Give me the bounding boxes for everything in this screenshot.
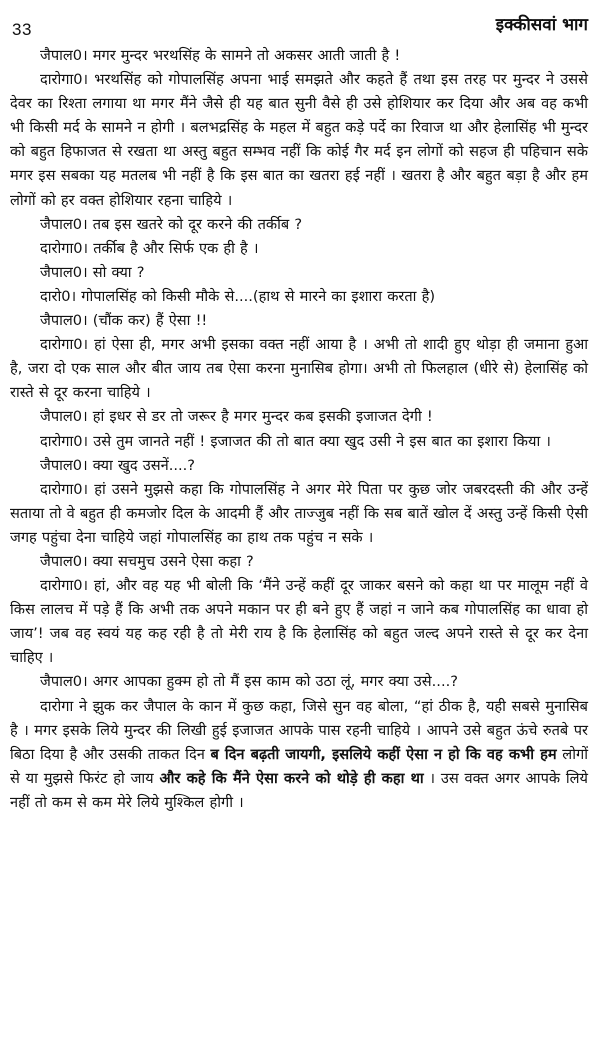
paragraph: जैपाल0। अगर आपका हुक्म हो तो मैं इस काम को उठा लूं, मगर क्या उसे....? (40, 673, 458, 691)
paragraph: जैपाल0। हां इधर से डर तो जरूर है मगर मुन्दर कब इसकी इजाजत देगी ! (40, 408, 433, 426)
page-number: 33 (12, 20, 32, 39)
last-paragraph-text: लोगों से या मुझसे फिरंट हो जाय (10, 745, 588, 787)
last-paragraph-bold-text: और कहे कि मैंने ऐसा करने को थोड़े ही कहा था (159, 769, 424, 787)
paragraph: जैपाल0। (चौंक कर) हैं ऐसा !! (40, 312, 208, 330)
paragraph: दारोगा0। हां, और वह यह भी बोली कि ‘मैंने उन्हें कहीं दूर जाकर बसने को कहा था पर मालूम नहीं वे किस लालच में पड़े हैं कि अभी तक अपने मकान पर ही बने हुए हैं जहां न जाने कब गोपालसिंह का धावा हो जाय’! जब वह स्वयं यह कह रही है तो मेरी राय है कि हेलासिंह को बहुत जल्द अपने रास्ते से दूर कर देना चाहिए । (10, 577, 588, 667)
paragraph: जैपाल0। तब इस खतरे को दूर करने की तर्कीब ? (40, 215, 303, 233)
page-header (10, 6, 590, 40)
paragraph: दारो0। गोपालसिंह को किसी मौके से....(हाथ से मारने का इशारा करता है) (40, 287, 436, 305)
last-paragraph-bold-text: ब दिन बढ़ती जायगी, इसलिये कहीं ऐसा न हो कि वह कभी हम (210, 745, 557, 763)
body-text (10, 44, 588, 815)
last-paragraph-text: दारोगा ने झुक कर जैपाल के कान में कुछ कहा, जिसे सुन वह बोला, “हां ठीक है, यही सबसे मुनासिब है । मगर इसके लिये मुन्दर की लिखी हुई इजाजत आपके पास रहनी चाहिये । आपने उसे बहुत ऊंचे रुतबे पर बिठा दिया है और उसकी ताकत दिन (10, 697, 588, 763)
paragraph: दारोगा0। हां ऐसा ही, मगर अभी इसका वक्त नहीं आया है । अभी तो शादी हुए थोड़ा ही जमाना हुआ है, जरा दो एक साल और बीत जाय तब ऐसा करना मुनासिब होगा। अभी तो फिलहाल (धीरे से) हेलासिंह को रास्ते से दूर करना चाहिये । (10, 336, 588, 402)
paragraph: दारोगा0। हां उसने मुझसे कहा कि गोपालसिंह ने अगर मेरे पिता पर कुछ जोर जबरदस्ती की और उन्हें सताया तो वे बहुत ही कमजोर दिल के आदमी हैं और ताज्जुब नहीं कि सब बातें खोल दें अस्तु उन्हें किसी ऐसी जगह पहुंचा देना चाहिये जहां गोपालसिंह का हाथ तक पहुंच न सके । (10, 480, 588, 546)
last-paragraph (10, 695, 588, 815)
paragraph: जैपाल0। क्या खुद उसनें....? (40, 456, 196, 474)
running-title: इक्कीसवां भाग (495, 15, 588, 35)
paragraph: जैपाल0। सो क्या ? (40, 263, 145, 281)
paragraph: दारोगा0। भरथसिंह को गोपालसिंह अपना भाई समझते और कहते हैं तथा इस तरह पर मुन्दर ने उससे देवर का रिश्ता लगाया था मगर मैंने जैसे ही यह बात सुनी वैसे ही उसे होशियार कर दिया और अब वह कभी भी किसी मर्द के सामने न होगी । बलभद्रसिंह के महल में बहुत कड़े पर्दे का रिवाज था और हेलासिंह भी मुन्दर को बहुत हिफाजत से रखता था अस्तु बहुत सम्भव नहीं कि कोई गैर मर्द इन लोगों को सहज ही पहिचान सके मगर इस सबका यह मतलब भी नहीं है कि इस बात का खतरा हई नहीं । खतरा है और बहुत बड़ा है और हम लोगों को हर वक्त होशियार रहना चाहिये । (10, 71, 588, 209)
last-paragraph-text: । उस वक्त अगर आपके लिये नहीं तो कम से कम मेरे लिये मुश्किल होगी । (10, 769, 588, 811)
paragraph: जैपाल0। क्या सचमुच उसने ऐसा कहा ? (40, 552, 254, 570)
paragraph: दारोगा0। तर्कीब है और सिर्फ एक ही है । (40, 239, 259, 257)
paragraph: दारोगा0। उसे तुम जानते नहीं ! इजाजत की तो बात क्या खुद उसी ने इस बात का इशारा किया । (40, 432, 551, 450)
paragraph: जैपाल0। मगर मुन्दर भरथसिंह के सामने तो अकसर आती जाती है ! (40, 47, 401, 64)
